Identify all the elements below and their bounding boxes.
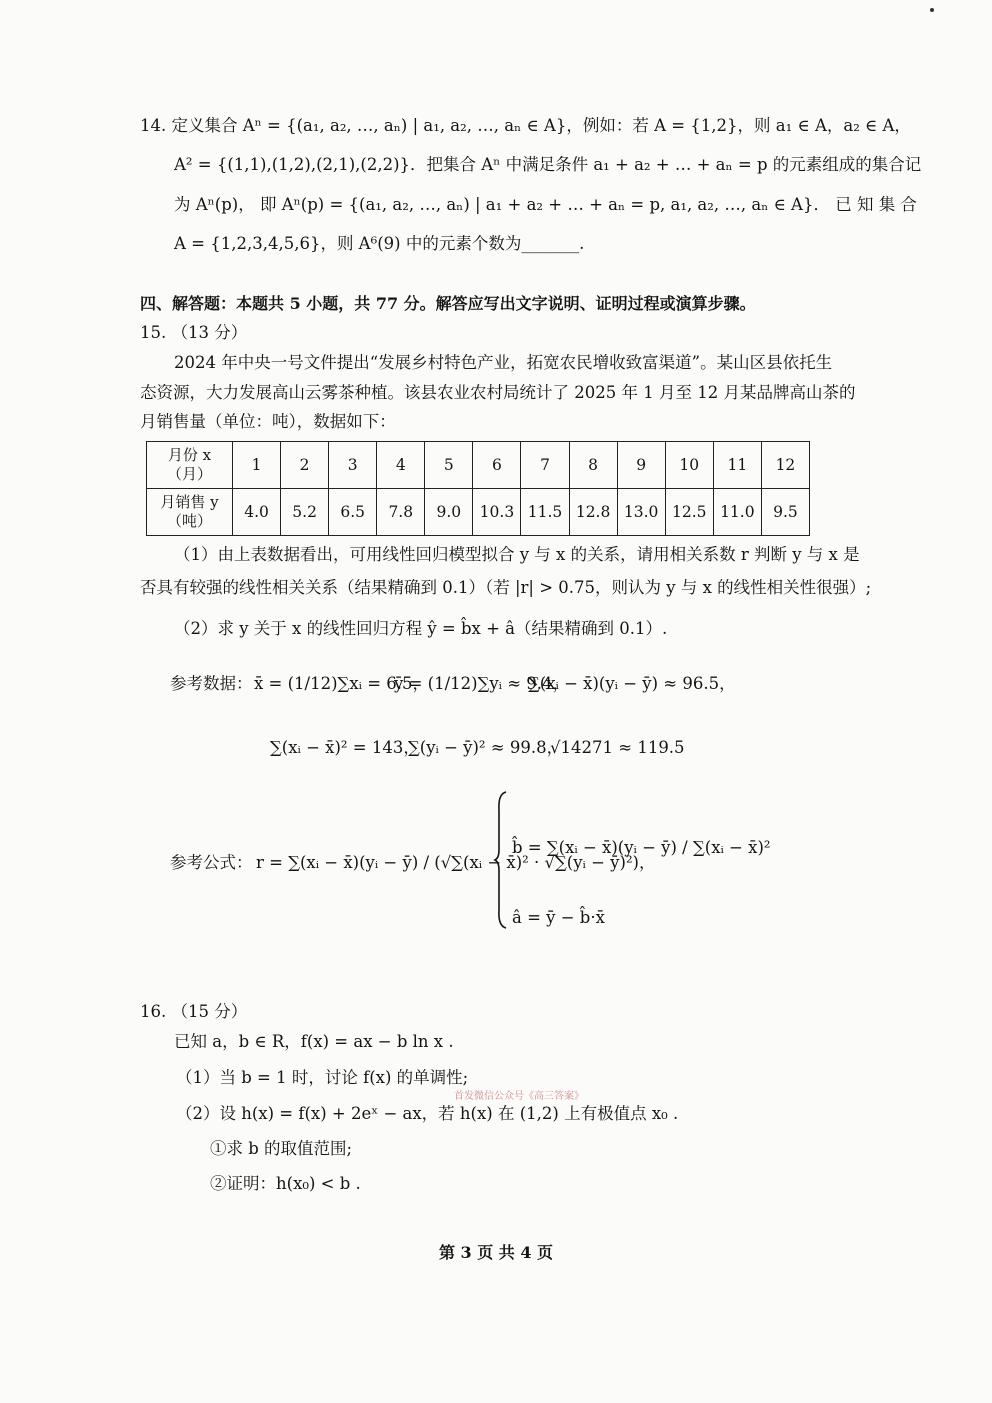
table-cell: 5.2 — [281, 489, 329, 536]
ref-data-label: 参考数据： — [170, 674, 253, 693]
q15-paragraph-3: 月销售量（单位：吨），数据如下： — [140, 412, 396, 431]
month-header-unit: （月） — [166, 465, 212, 483]
table-cell: 13.0 — [617, 489, 665, 536]
table-cell: 10 — [665, 442, 713, 489]
q15-part-1-line-a: （1）由上表数据看出，可用线性回归模型拟合 y 与 x 的关系，请用相关系数 r 判断 y 与 x 是 — [174, 545, 860, 564]
q15-number: 15. （13 分） — [140, 323, 248, 342]
scan-dot — [930, 8, 934, 12]
table-cell: 8 — [569, 442, 617, 489]
q14-line-2: A² = {(1,1),(1,2),(2,1),(2,2)}．把集合 Aⁿ 中满足条件 a₁ + a₂ + … + aₙ = p 的元素组成的集合记 — [174, 155, 922, 174]
table-cell: 9 — [617, 442, 665, 489]
table-cell: 1 — [233, 442, 281, 489]
page-footer: 第 3 页 共 4 页 — [438, 1243, 554, 1262]
q15-part-1-line-b: 否具有较强的线性相关关系（结果精确到 0.1）（若 |r| > 0.75，则认为 y 与 x 的线性相关性很强）; — [140, 578, 872, 597]
ref-sxx: ∑(xᵢ − x̄)² = 143， — [270, 738, 420, 757]
table-cell: 10.3 — [473, 489, 521, 536]
table-cell: 7 — [521, 442, 569, 489]
sales-header-label: 月销售 y — [160, 492, 219, 511]
q16-sub-2: ②证明：h(x₀) < b . — [210, 1174, 361, 1193]
ref-sxy: ∑(xᵢ − x̄)(yᵢ − ȳ) ≈ 96.5， — [528, 674, 736, 693]
ref-x-bar: x̄ = (1/12)∑xᵢ = 6.5， — [254, 674, 430, 693]
q16-part-1: （1）当 b = 1 时，讨论 f(x) 的单调性; — [176, 1068, 469, 1087]
watermark-text: 首发微信公众号《高三答案》 — [454, 1091, 584, 1102]
ref-formula-label: 参考公式： — [170, 853, 253, 872]
table-cell: 7.8 — [377, 489, 425, 536]
sales-table — [146, 441, 810, 536]
table-cell: 12.8 — [569, 489, 617, 536]
table-cell: 9.0 — [425, 489, 473, 536]
table-row-months — [147, 442, 810, 489]
table-cell: 4.0 — [233, 489, 281, 536]
table-cell: 11.0 — [713, 489, 761, 536]
month-header-label: 月份 x — [167, 445, 212, 464]
table-cell: 5 — [425, 442, 473, 489]
q16-number: 16. （15 分） — [140, 1002, 248, 1021]
q14-line-4: A = {1,2,3,4,5,6}，则 A⁶(9) 中的元素个数为_______. — [174, 234, 585, 253]
table-cell: 9.5 — [761, 489, 809, 536]
row-header-sales — [147, 489, 233, 536]
table-cell: 4 — [377, 442, 425, 489]
table-cell: 6.5 — [329, 489, 377, 536]
q16-part-2: （2）设 h(x) = f(x) + 2eˣ − ax，若 h(x) 在 (1,2) 上有极值点 x₀ . — [176, 1104, 679, 1123]
q14-line-3: 为 Aⁿ(p)， 即 Aⁿ(p) = {(a₁, a₂, …, aₙ) | a₁ + a₂ + … + aₙ = p, a₁, a₂, …, aₙ ∈ A}． 已 知 集 合 — [174, 195, 917, 214]
q15-paragraph-2: 态资源，大力发展高山云雾茶种植。该县农业农村局统计了 2025 年 1 月至 12 月某品牌高山茶的 — [140, 383, 856, 402]
table-cell: 12 — [761, 442, 809, 489]
row-header-month — [147, 442, 233, 489]
table-cell: 2 — [281, 442, 329, 489]
ref-y-bar: ȳ = (1/12)∑yᵢ ≈ 9.4， — [394, 674, 570, 693]
table-cell: 3 — [329, 442, 377, 489]
r-formula: r = ∑(xᵢ − x̄)(yᵢ − ȳ) / (√∑(xᵢ − x̄)² · √∑(yᵢ − ȳ)²)， — [256, 853, 656, 872]
a-hat-formula: â = ȳ − b̂·x̄ — [512, 908, 605, 927]
q14-line-1: 14. 定义集合 Aⁿ = {(a₁, a₂, …, aₙ) | a₁, a₂, …, aₙ ∈ A}，例如：若 A = {1,2}，则 a₁ ∈ A，a₂ ∈ A， — [140, 116, 911, 135]
ref-syy: ∑(yᵢ − ȳ)² ≈ 99.8， — [408, 738, 564, 757]
brace-symbol — [494, 790, 508, 930]
q15-paragraph-1: 2024 年中央一号文件提出“发展乡村特色产业，拓宽农民增收致富渠道”。某山区县依托生 — [174, 353, 833, 372]
q16-given: 已知 a，b ∈ R，f(x) = ax − b ln x . — [174, 1032, 454, 1051]
table-cell: 12.5 — [665, 489, 713, 536]
b-hat-formula: b̂ = ∑(xᵢ − x̄)(yᵢ − ȳ) / ∑(xᵢ − x̄)² — [512, 838, 771, 857]
q16-sub-1: ①求 b 的取值范围; — [210, 1139, 353, 1158]
ref-sqrt: √14271 ≈ 119.5 — [550, 738, 685, 757]
table-cell: 11 — [713, 442, 761, 489]
table-row-sales — [147, 489, 810, 536]
table-cell: 11.5 — [521, 489, 569, 536]
table-cell: 6 — [473, 442, 521, 489]
section-4-heading: 四、解答题：本题共 5 小题，共 77 分。解答应写出文字说明、证明过程或演算步骤。 — [140, 294, 756, 313]
q15-part-2: （2）求 y 关于 x 的线性回归方程 ŷ = b̂x + â（结果精确到 0.1）. — [174, 619, 668, 638]
sales-header-unit: （吨） — [166, 512, 212, 530]
